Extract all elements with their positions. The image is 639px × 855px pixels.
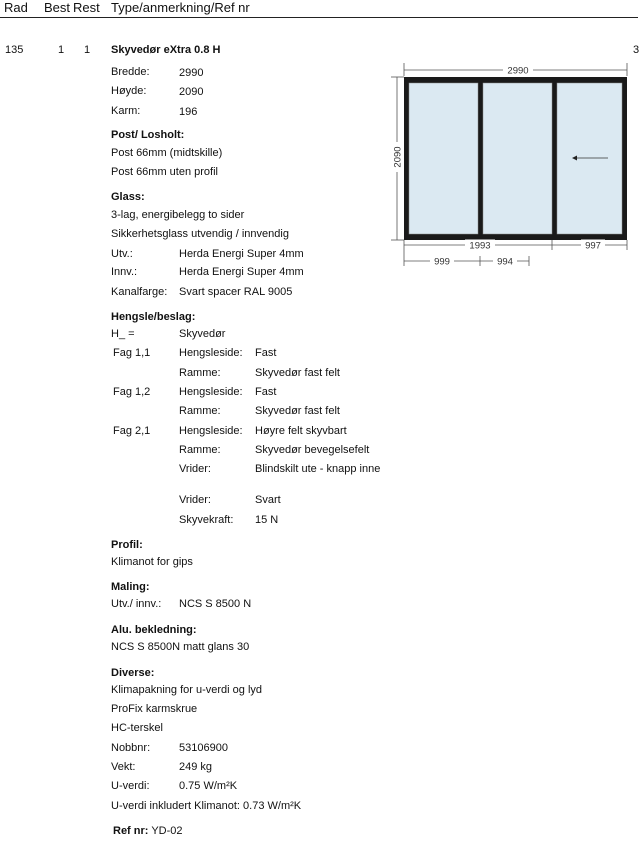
karm-label: Karm: — [111, 105, 141, 117]
alu-value: NCS S 8500N matt glans 30 — [111, 641, 250, 653]
dim-left-label: 2090 — [392, 146, 404, 168]
row-rad: 135 — [5, 44, 24, 56]
dim-bottom1-right-label: 997 — [585, 240, 601, 252]
hoyde-value: 2090 — [179, 86, 204, 98]
fag11-hengsleside-label: Hengsleside: — [179, 347, 243, 359]
maling-label: Utv./ innv.: — [111, 598, 162, 610]
fag11-hengsleside-value: Fast — [255, 347, 277, 359]
col-header-rest: Rest — [73, 0, 100, 15]
diverse-heading: Diverse: — [111, 667, 155, 679]
fag21-ramme-label: Ramme: — [179, 444, 221, 456]
product-title: Skyvedør eXtra 0.8 H — [111, 44, 221, 56]
fag21-vrider-value-1: Blindskilt ute - knapp inne — [255, 463, 381, 475]
sash-left-glass — [409, 83, 478, 234]
col-header-type: Type/anmerkning/Ref nr — [111, 0, 250, 15]
fag11-ramme-value: Skyvedør fast felt — [255, 367, 340, 379]
bredde-label: Bredde: — [111, 66, 150, 78]
vekt-label: Vekt: — [111, 761, 136, 773]
fag12-ramme-value: Skyvedør fast felt — [255, 405, 340, 417]
profil-value: Klimanot for gips — [111, 556, 193, 568]
window-drawing — [386, 58, 638, 273]
h-label: H_ = — [111, 328, 135, 340]
diverse-line-1: Klimapakning for u-verdi og lyd — [111, 684, 263, 696]
fag12-ramme-label: Ramme: — [179, 405, 221, 417]
dim-bottom2-right-label: 994 — [497, 256, 513, 268]
innv-value: Herda Energi Super 4mm — [179, 266, 304, 278]
col-header-rad: Rad — [4, 0, 28, 15]
skyvekraft-label: Skyvekraft: — [179, 514, 234, 526]
post-line-1: Post 66mm (midtskille) — [111, 147, 223, 159]
utv-label: Utv.: — [111, 248, 133, 260]
fag12-label: Fag 1,2 — [113, 386, 151, 398]
bredde-value: 2990 — [179, 67, 204, 79]
karm-value: 196 — [179, 106, 198, 118]
dim-bottom2-left-label: 999 — [434, 256, 450, 268]
col-header-best: Best — [44, 0, 71, 15]
vekt-value: 249 kg — [179, 761, 213, 773]
fag21-label: Fag 2,1 — [113, 425, 151, 437]
glass-line-2: Sikkerhetsglass utvendig / innvendig — [111, 228, 289, 240]
post-line-2: Post 66mm uten profil — [111, 166, 218, 178]
skyvekraft-value: 15 N — [255, 514, 279, 526]
hengsle-heading: Hengsle/beslag: — [111, 311, 196, 323]
fag11-label: Fag 1,1 — [113, 347, 151, 359]
profil-heading: Profil: — [111, 539, 143, 551]
fag21-vrider-value-2: Svart — [255, 494, 281, 506]
u-verdi-value: 0.75 W/m²K — [179, 780, 238, 792]
post-heading: Post/ Losholt: — [111, 129, 185, 141]
alu-heading: Alu. bekledning: — [111, 624, 197, 636]
diverse-line-3: HC-terskel — [111, 722, 163, 734]
fag21-ramme-value: Skyvedør bevegelsefelt — [255, 444, 370, 456]
glass-heading: Glass: — [111, 191, 145, 203]
u-verdi-label: U-verdi: — [111, 780, 150, 792]
fag21-vrider-label-1: Vrider: — [179, 463, 211, 475]
nobbnr-label: Nobbnr: — [111, 742, 151, 754]
diverse-line-2: ProFix karmskrue — [111, 703, 198, 715]
ref-line — [113, 825, 183, 838]
fag21-hengsleside-value: Høyre felt skyvbart — [255, 425, 347, 437]
sash-right-glass — [557, 83, 622, 234]
sash-middle-glass — [483, 83, 552, 234]
fag21-vrider-label-2: Vrider: — [179, 494, 211, 506]
utv-value: Herda Energi Super 4mm — [179, 248, 304, 260]
kanalfarge-value: Svart spacer RAL 9005 — [179, 286, 293, 298]
dim-bottom1-left-label: 1993 — [469, 240, 491, 252]
kanalfarge-label: Kanalfarge: — [111, 286, 168, 298]
glass-line-1: 3-lag, energibelegg to sider — [111, 209, 245, 221]
hoyde-label: Høyde: — [111, 85, 147, 97]
fag11-ramme-label: Ramme: — [179, 367, 221, 379]
row-best: 1 — [58, 44, 65, 56]
nobbnr-value: 53106900 — [179, 742, 228, 754]
ref-label: Ref nr: — [113, 825, 149, 837]
edge-mark: 3 — [633, 44, 639, 56]
maling-value: NCS S 8500 N — [179, 598, 252, 610]
ref-value: YD-02 — [151, 825, 183, 837]
fag12-hengsleside-value: Fast — [255, 386, 277, 398]
innv-label: Innv.: — [111, 266, 138, 278]
fag21-hengsleside-label: Hengsleside: — [179, 425, 243, 437]
u-verdi-klimanot: U-verdi inkludert Klimanot: 0.73 W/m²K — [111, 800, 302, 812]
row-rest: 1 — [84, 44, 91, 56]
maling-heading: Maling: — [111, 581, 150, 593]
header-divider — [0, 17, 638, 18]
fag12-hengsleside-label: Hengsleside: — [179, 386, 243, 398]
h-value: Skyvedør — [179, 328, 226, 340]
dim-top-label: 2990 — [507, 65, 529, 77]
